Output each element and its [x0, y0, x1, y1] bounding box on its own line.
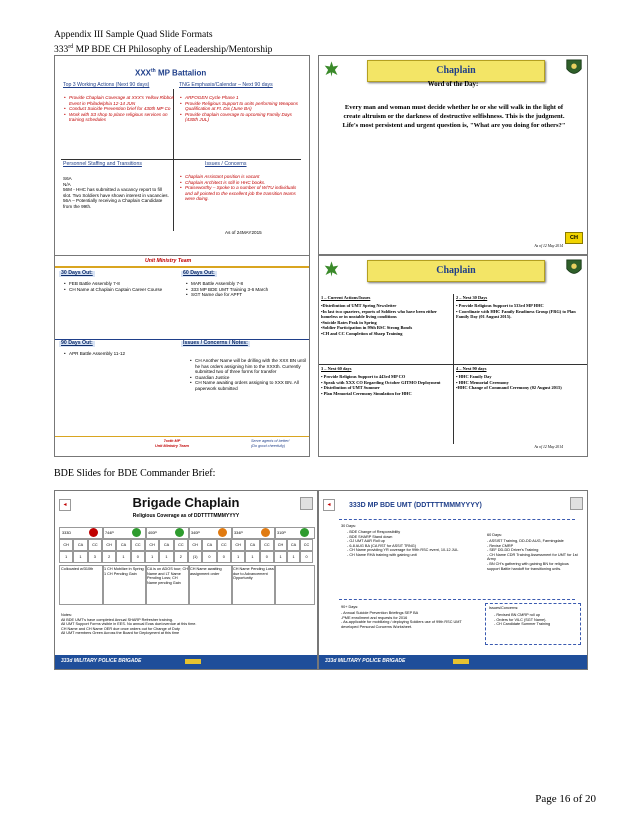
count-cell: 1	[145, 551, 159, 563]
unit-note: 1 CH Mobilize in Spring 1 CH Pending Gain	[102, 565, 147, 605]
slide1-title: XXXth MP Battalion	[135, 68, 207, 78]
count-cell: 0	[131, 551, 145, 563]
slide3-q3-title: 90 Days Out:	[61, 340, 93, 346]
count-cell: (1)	[188, 551, 202, 563]
count-cell: 3	[88, 551, 102, 563]
leaf-emblem-icon	[323, 60, 340, 78]
count-cell: 1	[274, 551, 287, 563]
gold-rule	[55, 266, 309, 268]
slide3-footer-right: Serve agents of better! (Do good cheerfully)	[251, 439, 290, 448]
slide1-q4-list: • Chaplain Assistant position is vacant • Chaplain Architect is still in HHC books. • Praiseworthy – Spoke to a number of W/TU individuals and all pointed to the excellent job the transition teams were doing.	[179, 174, 305, 202]
ch-badge: CH	[565, 232, 583, 244]
slide6-q1-list: - BDE Change of Responsibility - BDE SHARP Stand down - GJ UMT AAR Roll up - 6-8 AUG BA (CA RST for ASSIT TRNG) - CH Name providing YR coverage for 99th RSC event, 10-12 JUL - CH Name RHA training with gaining unit	[347, 530, 459, 557]
role-header-cell: CC	[260, 539, 274, 551]
slide4-vdivider	[453, 294, 454, 444]
count-cell: 1	[245, 551, 259, 563]
slide1-footer: As of 24MAY2015	[225, 230, 262, 235]
slide3-footer-left: 7xxth MP Unit Ministry Team	[155, 439, 189, 448]
slide4-title: Chaplain	[367, 260, 545, 282]
status-dot	[132, 528, 141, 537]
slide1-q3-list: S6A N/A 56M - HHC has submitted a vacancy report to fill slot. Two Soldiers have shown interest in vacancies. 56A – Potentially receiving a Chaplain Candidate from the 99th.	[63, 176, 169, 209]
role-header-cell: CA	[245, 539, 259, 551]
slide5-title: Brigade Chaplain	[132, 495, 240, 510]
slide1-q2-title: TNG Emphasis/Calendar – Next 90 days	[179, 82, 273, 88]
slide6-footer-text: 333d MILITARY POLICE BRIGADE	[325, 658, 406, 664]
count-cell: 1	[59, 551, 73, 563]
slide6-q2-list: - ASSIST Training, DD-DD AUG, Farmingdale - Revise CMRP - SEF DD-DD Driver's Training - CH Name CDR Training Assessment for UMT for 1st Army - BN CH's gathering with gaining BN for religious support Battle handoff for transitioning units.	[487, 539, 578, 571]
slide3-footer-rule	[55, 436, 309, 437]
corner-emblem-icon	[570, 497, 583, 510]
role-header-cell: CC	[300, 539, 313, 551]
brigade-crest-icon	[565, 58, 583, 78]
slide2-title: Chaplain	[367, 60, 545, 82]
horizontal-divider	[61, 159, 301, 160]
role-header-cell: CA	[159, 539, 173, 551]
slide4-q3-list: • Provide Religious Support to 443rd MP CO • Speak with XXX CO Regarding October GITMO Deployment • Distribution of UMT Summer • Plan Memorial Ceremony Simulation for HHC	[321, 374, 441, 396]
unit-cell: 400P	[145, 527, 190, 539]
role-header-cell: CC	[217, 539, 231, 551]
slide4-q4-title: 4 – Next 90 days	[456, 366, 487, 371]
slide6-title: 333D MP BDE UMT (DDTTTTMMMYYYY)	[349, 502, 482, 509]
slide-chaplain-word	[318, 55, 588, 255]
count-cell: 1	[73, 551, 87, 563]
slide3-q4-title: Issues / Concerns / Notes:	[183, 340, 248, 346]
tab-marker-icon: ◂	[323, 499, 335, 511]
count-cell: 0	[300, 551, 313, 563]
unit-note	[274, 565, 315, 605]
count-cell: 1	[287, 551, 300, 563]
unit-cell: 310P	[274, 527, 315, 539]
unit-note: CH Name Pending Loss due to Advancement Opportunity	[231, 565, 276, 605]
slide2-wotd-title: Word of the Day:	[427, 81, 479, 88]
count-cell: 0	[202, 551, 216, 563]
role-header-cell: CA	[287, 539, 300, 551]
slide6-top-rule	[339, 519, 575, 521]
unit-cell: 744P	[102, 527, 147, 539]
slide1-q3-title: Personnel Staffing and Transitions	[63, 161, 142, 167]
count-cell: 1	[159, 551, 173, 563]
role-header-cell: CA	[116, 539, 130, 551]
slide1-q4-title: Issues / Concerns	[205, 161, 247, 167]
classification-tag	[453, 659, 469, 664]
slide6-q3-list: - Annual Suicide Prevention Briefings SEP BA -PME enrollment and requests for 2016 - As-applicable for mobilizing / deploying Soldiers use of 99th RSC UMT developed Personal Concerns Worksheet.	[341, 611, 462, 629]
status-dot	[175, 528, 184, 537]
slide4-q1-title: 1 – Current Actions/Issues	[321, 295, 371, 300]
tab-marker-icon: ◂	[59, 499, 71, 511]
slide6-footer-bar	[319, 655, 587, 669]
slide3-title: Unit Ministry Team	[145, 258, 192, 264]
slide4-q2-title: 2 – Next 30 Days	[456, 295, 488, 300]
slide6-q2-title: 60 Days:	[487, 533, 502, 537]
classification-tag	[185, 659, 201, 664]
slide-bde-umt	[318, 490, 588, 670]
header-line-1: Appendix III Sample Quad Slide Formats	[54, 30, 213, 40]
issues-box	[485, 603, 581, 645]
role-header-cell: CC	[131, 539, 145, 551]
page-number: Page 16 of 20	[535, 793, 596, 805]
unit-note: Collocated w/310th	[59, 565, 104, 605]
slide4-q1-list: •Distribution of UMT Spring Newsletter •In last two quarters, reports of Soldiers who have been either homeless or in unstable living conditions •Suicide Rates Peak in Spring •Soldier Participation in 99th RSC Strong Bonds •CH and CC Completion of Sharp Training	[321, 303, 437, 336]
role-header-cell: CC	[88, 539, 102, 551]
slide3-hdivider	[55, 339, 309, 340]
slide6-q4-list: - Revised BN CMRP roll up - Orders for VILC (SGT Name). - CH Candidate Summer Training	[494, 613, 551, 627]
unit-cell: 333D	[59, 527, 104, 539]
role-header-cell: CH	[231, 539, 245, 551]
count-cell: 1	[116, 551, 130, 563]
slide5-footer-bar	[55, 655, 317, 669]
slide5-footer-text: 333d MILITARY POLICE BRIGADE	[61, 658, 142, 664]
count-cell: 1	[231, 551, 245, 563]
header-line-2: 333rd MP BDE CH Philosophy of Leadership/Mentorship	[54, 44, 273, 56]
unit-note: CA is on ADOS tour; CH Name and LT Name Pending Loss; CH Name pending Gain	[145, 565, 190, 605]
count-cell: 0	[217, 551, 231, 563]
role-header-cell: CC	[174, 539, 188, 551]
slide2-quote: Every man and woman must decide whether he or she will walk in the light of create altruism or the darkness of destructive selfishness. This is the judgment. Life's most persistent and urgent question is, "What are you doing for others?"	[342, 104, 566, 129]
slide2-footer: As of 12 May 2014	[534, 244, 563, 248]
slide3-q2-list: • MAR Battle Assembly 7-8 • 333 MP BDE UMT Training 3-6 March • SGT Name due for APFT	[185, 281, 310, 298]
slide6-mid-rule	[339, 599, 575, 601]
slide-battalion	[54, 55, 310, 257]
leaf-emblem-icon	[323, 260, 340, 278]
slide1-q2-list: • ARFOGEN Cycle Phase 1 • Provide Religious Support to units performing Weapons Qualification at Ft. Dix (June BA) • Provide chaplain coverage to upcoming Family Days (430th JUL)	[179, 95, 305, 123]
role-header-cell: CA	[202, 539, 216, 551]
slide3-q1-list: • FEB Battle Assembly 7-8 • CH Name at Chaplain Captain Career Course	[63, 281, 179, 292]
unit-note: CH Name awaiting assignment order	[188, 565, 233, 605]
brigade-crest-icon	[565, 258, 583, 278]
count-cell: 0	[260, 551, 274, 563]
slide6-q1-title: 30 Days:	[341, 524, 356, 528]
bde-slides-caption: BDE Slides for BDE Commander Brief:	[54, 468, 216, 479]
slide4-q2-list: • Provide Religious Support to 533rd MP HHC • Coordinate with HHC Family Readiness Group (FRG) to Plan Family Day (01 August 2015).	[456, 303, 576, 320]
count-cell: 2	[102, 551, 116, 563]
slide1-q1-list: • Provide Chaplain Coverage at XXX's Yellow Ribbon Event in Philadelphia 12-14 JUN • Conduct Suicide Prevention brief for 430th MP Co • Work with S3 shop to place religious services on training schedules	[63, 95, 177, 123]
slide-chaplain-quad	[318, 255, 588, 457]
role-header-cell: CH	[59, 539, 73, 551]
slide3-q1-title: 30 Days Out:	[61, 270, 93, 276]
slide3-q2-title: 60 Days Out:	[183, 270, 215, 276]
role-header-cell: CH	[145, 539, 159, 551]
role-header-cell: CH	[102, 539, 116, 551]
slide4-q3-title: 3 – Next 60 days	[321, 366, 352, 371]
slide1-q1-title: Top 3 Working Actions (Next 90 days)	[63, 82, 150, 88]
slide4-hdivider	[319, 364, 587, 365]
unit-cell: 334P	[231, 527, 276, 539]
slide3-q3-list: • APR Battle Assembly 11-12	[63, 351, 179, 357]
role-header-cell: CH	[274, 539, 287, 551]
slide3-q4-list: • CH Another Name will be drilling with the XXX BN until he has orders assigning him to the XXXth. Currently submitted two of three forms for transfer • Guardian Justice • CH Name awaiting orders assigning to XXX BN. All paperwork submitted	[189, 358, 310, 392]
status-dot	[261, 528, 270, 537]
slide6-q4-title: Issues/Concerns:	[489, 606, 519, 610]
status-dot	[89, 528, 98, 537]
slide4-footer: As of 12 May 2014	[534, 445, 563, 449]
slide5-notes: Notes: All BDE UMT's have completed Annual SHARP Refresher training. All UMT Support Forms visible in EES. No annual Evas due/overdue at this time. CH Name and CH Name OER due once orders out for Change of Duty All UMT members Green Across the Board for Deployment at this time	[61, 613, 197, 636]
status-dot	[300, 528, 309, 537]
role-header-cell: CH	[188, 539, 202, 551]
unit-cell: 340P	[188, 527, 233, 539]
role-header-cell: CA	[73, 539, 87, 551]
slide-unit-ministry-team	[54, 255, 310, 457]
status-dot	[218, 528, 227, 537]
slide-brigade-chaplain	[54, 490, 318, 670]
slide4-q4-list: • HHC Family Day • HHC Memorial Ceremony •HHC Change of Command Ceremony (02 August 2015)	[456, 374, 562, 391]
count-cell: 2	[174, 551, 188, 563]
slide6-q3-title: 90+ Days:	[341, 605, 359, 609]
slide5-subtitle: Religious Coverage as of DDTTTTMMMYYYY	[132, 513, 240, 519]
